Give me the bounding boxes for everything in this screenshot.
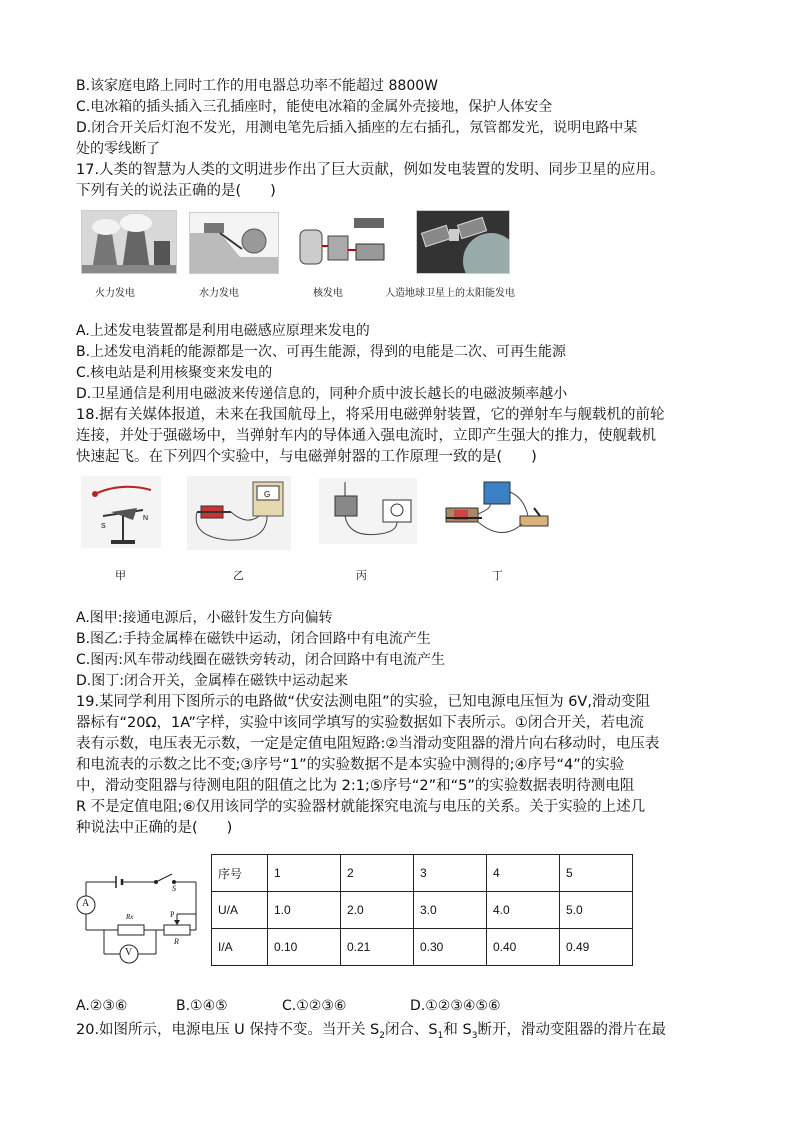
q20-stem-prefix: 20.如图所示，电源电压 U 保持不变。当开关 S [76, 1022, 380, 1038]
voltmeter-label: V [125, 947, 133, 958]
q16-option-d-line2: 处的零线断了 [76, 141, 160, 157]
figure-ding-motor [442, 478, 552, 548]
table-row [212, 929, 633, 966]
q18-option-d: D.图丁:闭合开关，金属棒在磁铁中运动起来 [76, 673, 348, 689]
caption-hydro: 水力发电 [199, 288, 239, 299]
q17-option-c: C.核电站是利用核聚变来发电的 [76, 365, 273, 381]
svg-text:G: G [264, 490, 271, 499]
subscript: 1 [437, 1030, 444, 1041]
caption-nuclear: 核发电 [313, 288, 343, 299]
q18-stem-line1: 18.据有关媒体报道，未来在我国航母上，将采用电磁弹射装置，它的弹射车与舰载机的前轮 [76, 407, 665, 423]
figure-bing-generator [319, 478, 417, 544]
q20-stem-mid1: 闭合、S [384, 1022, 438, 1038]
q19-option-d: D.①②③④⑤⑥ [410, 998, 501, 1014]
table-cell: 3.0 [414, 892, 487, 929]
figure-yi-induction [187, 476, 291, 550]
q16-option-c: C.电冰箱的插头插入三孔插座时，能使电冰箱的金属外壳接地，保护人体安全 [76, 99, 553, 115]
q17-option-b: B.上述发电消耗的能源都是一次、可再生能源，得到的电能是二次、可再生能源 [76, 344, 567, 360]
caption-satellite: 人造地球卫星上的太阳能发电 [385, 288, 515, 299]
table-cell: 5 [560, 855, 633, 892]
q19-option-c: C.①②③⑥ [282, 998, 347, 1014]
table-cell: 4 [487, 855, 560, 892]
q18-stem-line2: 连接，并处于强磁场中，当弹射车内的导体通入强电流时，立即产生强大的推力，使舰载机 [76, 428, 656, 444]
table-cell: 5.0 [560, 892, 633, 929]
caption-jia: 甲 [115, 569, 126, 582]
rx-label: Rx [126, 913, 134, 921]
table-row [212, 855, 633, 892]
table-cell: 0.30 [414, 929, 487, 966]
q19-stem-line5: 中，滑动变阻器与待测电阻的阻值之比为 2:1;⑤序号“2”和“5”的实验数据表明待测电阻 [76, 778, 635, 794]
rheostat-r-label: R [174, 937, 179, 946]
caption-ding: 丁 [492, 569, 503, 582]
table-cell: 序号 [212, 855, 268, 892]
q19-data-table [211, 854, 633, 966]
table-cell: U/A [212, 892, 268, 929]
switch-label: S [172, 884, 176, 893]
q19-option-b: B.①④⑤ [176, 998, 228, 1014]
satellite-solar-photo [416, 210, 510, 274]
svg-text:S: S [101, 523, 106, 530]
q18-option-b: B.图乙:手持金属棒在磁铁中运动，闭合回路中有电流产生 [76, 631, 431, 647]
q18-stem-line3: 快速起飞。在下列四个实验中，与电磁弹射器的工作原理一致的是( ) [76, 449, 537, 465]
table-cell: 0.49 [560, 929, 633, 966]
caption-yi: 乙 [233, 569, 244, 582]
q17-option-d: D.卫星通信是利用电磁波来传递信息的，同种介质中波长越长的电磁波频率越小 [76, 386, 568, 402]
q19-option-a: A.②③⑥ [76, 998, 128, 1014]
q19-stem-line6: R 不是定值电阻;⑥仅用该同学的实验器材就能探究电流与电压的关系。关于实验的上述几 [76, 799, 646, 815]
q19-stem-line4: 和电流表的示数之比不变;③序号“1”的实验数据不是本实验中测得的;④序号“4”的实验 [76, 757, 625, 773]
table-cell: 2 [341, 855, 414, 892]
q20-stem-suffix: 断开，滑动变阻器的滑片在最 [477, 1022, 666, 1038]
q16-option-b: B.该家庭电路上同时工作的用电器总功率不能超过 8800W [76, 78, 438, 94]
table-cell: 2.0 [341, 892, 414, 929]
svg-text:N: N [143, 515, 149, 522]
subscript: 3 [471, 1030, 478, 1041]
table-cell: I/A [212, 929, 268, 966]
q19-circuit-diagram [76, 868, 204, 968]
table-cell: 4.0 [487, 892, 560, 929]
nuclear-power-diagram [296, 210, 394, 272]
slider-p-label: P [170, 910, 175, 919]
q18-option-a: A.图甲:接通电源后，小磁针发生方向偏转 [76, 610, 333, 626]
table-row [212, 892, 633, 929]
table-cell: 0.21 [341, 929, 414, 966]
subscript: 2 [379, 1030, 385, 1041]
q19-options [76, 998, 501, 1014]
thermal-power-photo [81, 210, 177, 274]
hydro-power-diagram [189, 212, 279, 274]
q19-stem-line3: 表有示数，电压表无示数，一定是定值电阻短路:②当滑动变阻器的滑片向右移动时，电压表 [76, 736, 660, 752]
caption-thermal: 火力发电 [95, 288, 135, 299]
q16-option-d-line1: D.闭合开关后灯泡不发光，用测电笔先后插入插座的左右插孔，氖管都发光，说明电路中某 [76, 120, 638, 136]
table-cell: 0.40 [487, 929, 560, 966]
table-cell: 0.10 [268, 929, 341, 966]
q17-stem-line1: 17.人类的智慧为人类的文明进步作出了巨大贡献，例如发电装置的发明、同步卫星的应用。 [76, 162, 665, 178]
q18-option-c: C.图丙:风车带动线圈在磁铁旁转动，闭合回路中有电流产生 [76, 652, 445, 668]
table-cell: 3 [414, 855, 487, 892]
q17-stem-line2: 下列有关的说法正确的是( ) [76, 183, 276, 199]
q19-stem-line2: 器标有“20Ω，1A”字样，实验中该同学填写的实验数据如下表所示。①闭合开关，若电流 [76, 715, 644, 731]
q17-option-a: A.上述发电装置都是利用电磁感应原理来发电的 [76, 323, 370, 339]
q19-stem-line1: 19.某同学利用下图所示的电路做“伏安法测电阻”的实验，已知电源电压恒为 6V,滑动变阻 [76, 694, 650, 710]
figure-jia-oersted [81, 476, 161, 548]
caption-bing: 丙 [356, 569, 367, 582]
q20-stem-mid2: 和 S [443, 1022, 472, 1038]
q20-stem [76, 1020, 666, 1046]
ammeter-label: A [82, 898, 90, 909]
table-cell: 1 [268, 855, 341, 892]
q19-stem-line7: 种说法中正确的是( ) [76, 820, 233, 836]
table-cell: 1.0 [268, 892, 341, 929]
